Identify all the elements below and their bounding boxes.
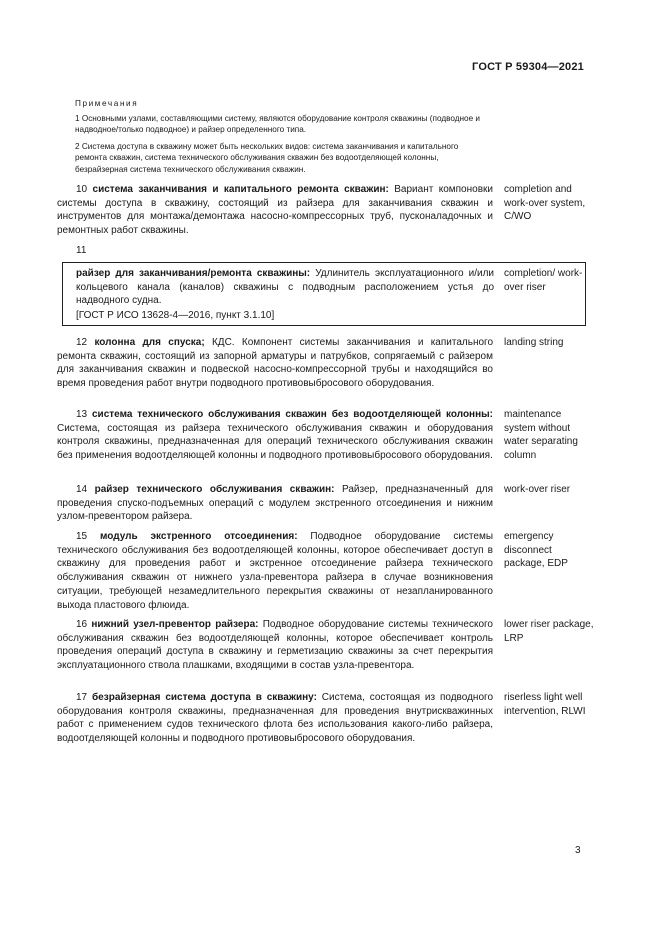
term-name: нижний узел-превентор райзера: [91,619,259,630]
term-name: безрайзерная система доступа в скважину: [92,692,317,703]
term-entry-10 [57,183,493,238]
term-definition: Система, состоящая из подводного оборудования контроля скважины, предназначенная для проведения внутрискважинных работ с применением судов технического флота без использования какого-либо райзера, водоотделяющей колонны и подводного противовыбросового оборудования. [57,692,493,745]
notes-block [75,98,491,180]
term-name: система заканчивания и капитального ремонта скважин: [92,184,389,195]
entry-number: 11 [76,245,87,256]
term-name: колонна для спуска; [94,337,205,348]
term-entry-15 [57,530,493,612]
term-english-10: completion and work-over system, C/WO [504,184,586,223]
term-english-12: landing string [504,337,564,348]
term-entry-11 [57,244,493,258]
entry-number: 14 [76,484,88,495]
term-entry-14 [57,483,493,524]
quoted-definition-box [62,262,586,326]
entry-number: 17 [76,692,88,703]
term-english-15: emergency disconnect package, EDP [504,531,568,570]
entry-number: 13 [76,409,88,420]
term-entry-16 [57,618,493,673]
term-english-11: completion/ work-over riser [504,268,583,293]
term-definition: Подводное оборудование системы технического обслуживания без водоотделяющей колонны, которое обеспечивает доступ в скважину для проведения работ и экстренное отсоединение райзера технического обслуживания скважин от нижнего узла-превентора райзера в случае возникновения ситуации, требующей незамедлительного перекрытия скважины от незапланированного выхода пластового флюида. [57,531,494,611]
entry-number: 15 [76,531,88,542]
term-entry-13 [57,408,493,463]
note-item: 2 Система доступа в скважину может быть нескольких видов: система заканчивания и капитального ремонта скважин, система технического обслуживания скважин без водоотделяющей колонны, безрайзерная система технического обслуживания скважин. [75,141,459,174]
entry-number: 16 [76,619,88,630]
note-item: 1 Основными узлами, составляющими систему, являются оборудование контроля скважины (подводное и надводное/только подводное) и райзер определенного типа. [75,113,480,134]
term-english-14: work-over riser [504,484,571,495]
term-name: система технического обслуживания скважин без водоотделяющей колонны: [91,409,493,420]
term-definition: Подводное оборудование системы технического обслуживания скважин без водоотделяющей колонны, которое обеспечивает контроль проведения операций доступа в скважину и герметизацию скважины за счет перекрытия эксплуатационного ствола плашками, входящими в состав узла-превентора. [57,619,493,672]
term-entry-12 [57,336,493,391]
term-name: райзер для заканчивания/ремонта скважины: [76,268,311,279]
term-entry-11-body [76,267,494,308]
term-entry-17 [57,691,493,746]
term-definition: Вариант компоновки системы доступа в скважину, состоящий из райзера для заканчивания скважин и инструментов для монтажа/демонтажа насосно-компрессорных труб, пусконаладочных и ремонтных работ скважины. [57,184,493,237]
document-header: ГОСТ Р 59304—2021 [472,61,584,73]
term-name: модуль экстренного отсоединения: [100,531,298,542]
term-english-13: maintenance system without water separating column [504,409,578,462]
source-reference: [ГОСТ Р ИСО 13628-4—2016, пункт 3.1.10] [76,310,275,321]
page-number: 3 [575,845,581,856]
term-definition: КДС. Компонент системы заканчивания и капитального ремонта скважин, состоящий из запорной арматуры и патрубков, сопрягаемый с райзером для заканчивания скважин и подвеской насосно-компрессорной трубы и находящийся во время проведения работ внутри подводного противовыбросового оборудования. [57,337,494,390]
term-definition: Райзер, предназначенный для проведения спуско-подъемных операций с модулем экстренного отсоединения и нижним узлом-превентором райзера. [57,484,494,523]
entry-number: 10 [76,184,88,195]
term-name: райзер технического обслуживания скважин: [94,484,335,495]
term-definition: Удлинитель эксплуатационного и/или кольцевого канала (каналов) скважины с подводным расположением устья до надводного судна. [76,268,494,307]
term-english-17: riserless light well intervention, RLWI [504,692,586,717]
term-english-16: lower riser package, LRP [504,619,594,644]
notes-title: Примечания [75,99,139,108]
term-definition: Система, состоящая из райзера технического обслуживания скважин и оборудования контроля скважины, предназначенная для операций технического обслуживания скважин без применения водоотделяющей колонны и подводного противовыбросового оборудования. [57,422,493,462]
entry-number: 12 [76,337,88,348]
